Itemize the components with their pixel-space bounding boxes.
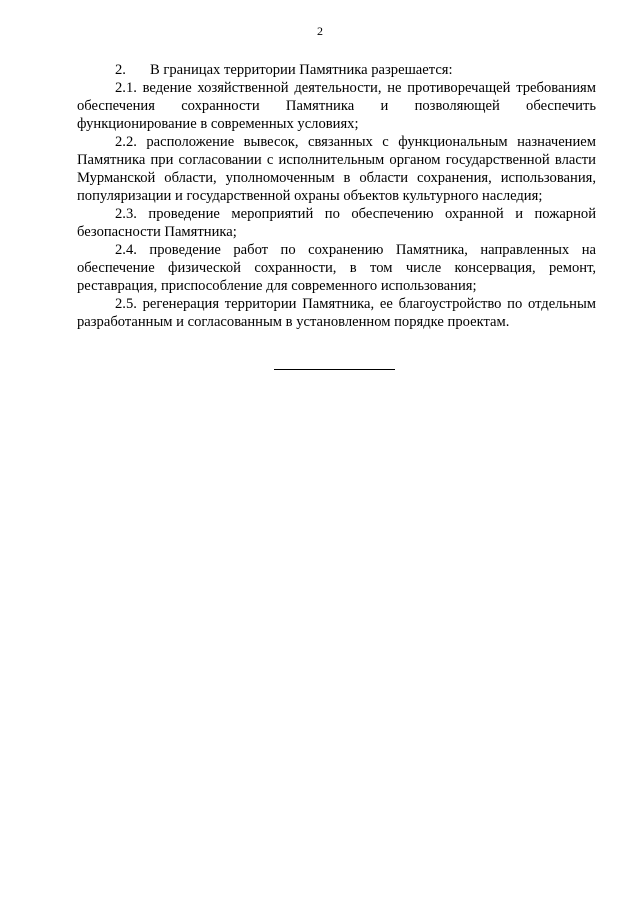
list-item — [77, 79, 596, 133]
item-number: 2.2. — [115, 134, 137, 150]
document-body — [77, 61, 596, 331]
list-item — [77, 133, 596, 205]
item-number: 2.4. — [115, 242, 137, 258]
item-text: проведение мероприятий по обеспечению охранной и пожарной безопасности Памятника; — [77, 206, 597, 240]
list-item — [77, 205, 596, 241]
item-number: 2.5. — [115, 296, 137, 312]
section-heading — [77, 61, 596, 79]
item-text: ведение хозяйственной деятельности, не противоречащей требованиям обеспечения сохранности Памятника и позволяющей обеспечить функционирование в современных условиях; — [77, 80, 596, 132]
list-item — [77, 295, 596, 331]
item-number: 2.3. — [115, 206, 137, 222]
list-item — [77, 241, 596, 295]
section-number: 2. — [115, 62, 126, 78]
item-text: проведение работ по сохранению Памятника, направленных на обеспечение физической сохранности, в том числе консервация, ремонт, реставрация, приспособление для современного использования; — [77, 242, 596, 294]
page-number: 2 — [317, 24, 323, 38]
end-divider — [274, 369, 395, 370]
section-heading-text: В границах территории Памятника разрешается: — [150, 62, 453, 78]
item-number: 2.1. — [115, 80, 137, 96]
item-text: регенерация территории Памятника, ее благоустройство по отдельным разработанным и согласованным в установленном порядке проектам. — [77, 296, 596, 330]
item-text: расположение вывесок, связанных с функциональным назначением Памятника при согласовании с исполнительным органом государственной власти Мурманской области, уполномоченным в области сохранения, использования, популяризации и государственной охраны объектов культурного наследия; — [77, 134, 596, 204]
